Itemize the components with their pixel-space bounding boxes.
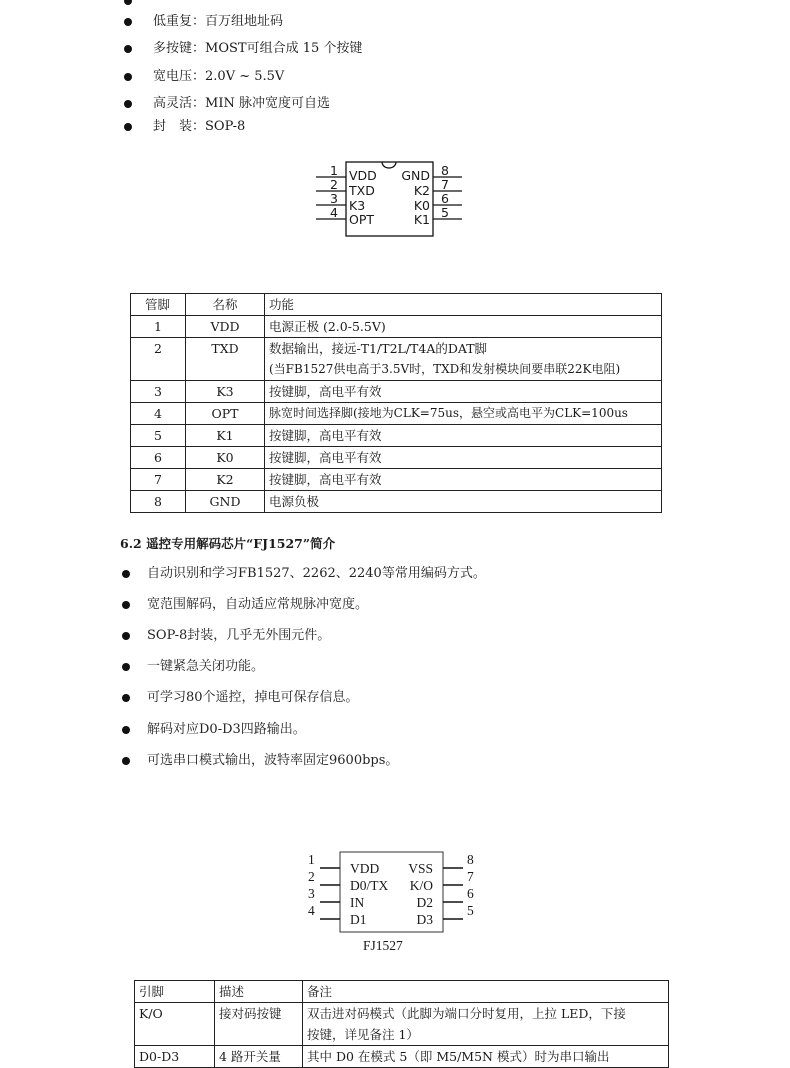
table-cell: 按键脚，高电平有效 (265, 381, 662, 403)
table-cell: VDD (186, 316, 265, 338)
pin-number: 1 (308, 852, 315, 867)
feature-item: 解码对应D0-D3四路输出。 (147, 722, 306, 737)
pin-name: VSS (408, 861, 433, 876)
table-cell: K3 (186, 381, 265, 403)
pin-name: IN (350, 895, 365, 910)
table-cell: 1 (131, 316, 186, 338)
feature-item: 自动识别和学习FB1527、2262、2240等常用编码方式。 (147, 566, 486, 581)
bullet (124, 123, 132, 131)
pin-name: K3 (349, 198, 366, 213)
pin-name: D1 (350, 912, 367, 927)
bullet (122, 757, 130, 765)
table-cell (303, 1003, 669, 1046)
table-cell: K/O (135, 1003, 215, 1046)
table-cell: 5 (131, 425, 186, 447)
table-cell-line: 双击进对码模式（此脚为端口分时复用，上拉 LED，下接 (307, 1006, 626, 1021)
table-row (131, 316, 662, 338)
pin-name: OPT (349, 212, 375, 227)
bullet (124, 45, 132, 53)
pin-name: D0/TX (350, 878, 389, 893)
pin-number: 3 (308, 886, 315, 901)
pin-number: 2 (308, 869, 315, 884)
bullet (122, 726, 130, 734)
table-cell: TXD (186, 338, 265, 381)
pin-name: VDD (350, 861, 380, 876)
feature-sep: ： (192, 119, 206, 134)
pin-name: D2 (416, 895, 433, 910)
table-cell: 8 (131, 491, 186, 513)
feature-item: 一键紧急关闭功能。 (147, 659, 265, 674)
feature-value: SOP-8 (205, 119, 246, 134)
feature-item: SOP-8封装，几乎无外围元件。 (147, 628, 331, 643)
table-header: 备注 (303, 981, 669, 1003)
table-cell (265, 338, 662, 381)
pin-number: 8 (467, 852, 474, 867)
table-cell-line: 按键，详见备注 1） (307, 1027, 419, 1042)
table-cell: 2 (131, 338, 186, 381)
table-cell: 电源负极 (265, 491, 662, 513)
bullet (122, 601, 130, 609)
table-row (131, 338, 662, 381)
pin-name: VDD (349, 168, 377, 183)
feature-item (153, 96, 330, 112)
pin-name: K1 (413, 212, 430, 227)
feature-value: MIN 脉冲宽度可自选 (205, 96, 330, 111)
table-cell: 其中 D0 在模式 5（即 M5/M5N 模式）时为串口输出 (303, 1046, 669, 1068)
table-cell: GND (186, 491, 265, 513)
pin-table-1 (130, 293, 662, 513)
table-cell: K0 (186, 447, 265, 469)
pin-table-2 (134, 980, 669, 1068)
pin-number: 1 (330, 163, 338, 178)
table-cell: K1 (186, 425, 265, 447)
feature-value: 百万组地址码 (205, 14, 284, 29)
feature-value: MOST可组合成 15 个按键 (205, 41, 363, 56)
table-cell: 按键脚，高电平有效 (265, 447, 662, 469)
chip-caption: FJ1527 (363, 938, 403, 953)
bullet (124, 100, 132, 108)
table-cell: 脉宽时间选择脚(接地为CLK=75us，悬空或高电平为CLK=100us (265, 403, 662, 425)
bullet (122, 632, 130, 640)
table-cell: 7 (131, 469, 186, 491)
table-cell: 4 (131, 403, 186, 425)
table-header: 描述 (215, 981, 303, 1003)
table-cell: K2 (186, 469, 265, 491)
feature-item (153, 119, 245, 135)
pin-number: 4 (330, 205, 338, 220)
table-row (131, 381, 662, 403)
pin-number: 5 (467, 903, 474, 918)
feature-label: 高灵活 (153, 96, 193, 111)
bullet (124, 0, 132, 5)
table-row (135, 1003, 669, 1046)
table-cell: 按键脚，高电平有效 (265, 425, 662, 447)
table-cell: 6 (131, 447, 186, 469)
table-cell-line: 数据输出，接远-T1/T2L/T4A的DAT脚 (269, 341, 488, 356)
pin-number: 7 (467, 869, 474, 884)
table-cell: 接对码按键 (215, 1003, 303, 1046)
pin-name: D3 (416, 912, 433, 927)
bullet (122, 694, 130, 702)
feature-item: 可选串口模式输出，波特率固定9600bps。 (147, 753, 399, 768)
pin-name: K2 (413, 183, 430, 198)
section-number: 6.2 (120, 536, 142, 551)
pin-number: 4 (308, 903, 315, 918)
pin-number: 8 (441, 163, 449, 178)
table-cell: 按键脚，高电平有效 (265, 469, 662, 491)
feature-value: 2.0V ~ 5.5V (205, 69, 285, 84)
pin-number: 2 (330, 177, 338, 192)
feature-sep: ： (192, 69, 206, 84)
pin-number: 5 (441, 205, 449, 220)
table-cell: D0-D3 (135, 1046, 215, 1068)
pin-number: 6 (441, 191, 449, 206)
table-header: 功能 (265, 294, 662, 316)
table-header: 引脚 (135, 981, 215, 1003)
table-row (131, 469, 662, 491)
feature-sep: ： (192, 96, 206, 111)
feature-item: 可学习80个遥控，掉电可保存信息。 (147, 690, 359, 705)
feature-label: 低重复 (153, 14, 193, 29)
table-cell: OPT (186, 403, 265, 425)
feature-item (153, 41, 362, 57)
table-header-row (131, 294, 662, 316)
bullet (122, 663, 130, 671)
table-cell-line: (当FB1527供电高于3.5V时，TXD和发射模块间要串联22K电阻) (269, 362, 621, 376)
pin-name: GND (401, 168, 430, 183)
feature-item (153, 69, 284, 85)
table-cell: 4 路开关量 (215, 1046, 303, 1068)
section-heading (120, 534, 335, 552)
feature-item (153, 14, 283, 30)
table-row (131, 425, 662, 447)
section-title: 遥控专用解码芯片“FJ1527”简介 (146, 536, 336, 551)
pin-number: 6 (467, 886, 474, 901)
pin-name: K0 (413, 198, 430, 213)
bullet (124, 18, 132, 26)
table-row (131, 447, 662, 469)
bullet (124, 73, 132, 81)
table-cell: 电源正极 (2.0-5.5V) (265, 316, 662, 338)
table-header-row (135, 981, 669, 1003)
feature-sep: ： (192, 14, 206, 29)
pin-name: K/O (409, 878, 433, 893)
bullet (122, 570, 130, 578)
feature-label: 宽电压 (153, 69, 193, 84)
pin-number: 7 (441, 177, 449, 192)
table-header: 名称 (186, 294, 265, 316)
table-row (131, 403, 662, 425)
pin-number: 3 (330, 191, 338, 206)
feature-label: 多按键 (153, 41, 193, 56)
table-row (131, 491, 662, 513)
feature-item: 宽范围解码，自动适应常规脉冲宽度。 (147, 597, 369, 612)
table-cell: 3 (131, 381, 186, 403)
feature-sep: ： (192, 41, 206, 56)
feature-label: 封 装 (153, 119, 193, 134)
top-cutoff-text (153, 0, 333, 3)
table-header: 管脚 (131, 294, 186, 316)
pin-name: TXD (349, 183, 375, 198)
